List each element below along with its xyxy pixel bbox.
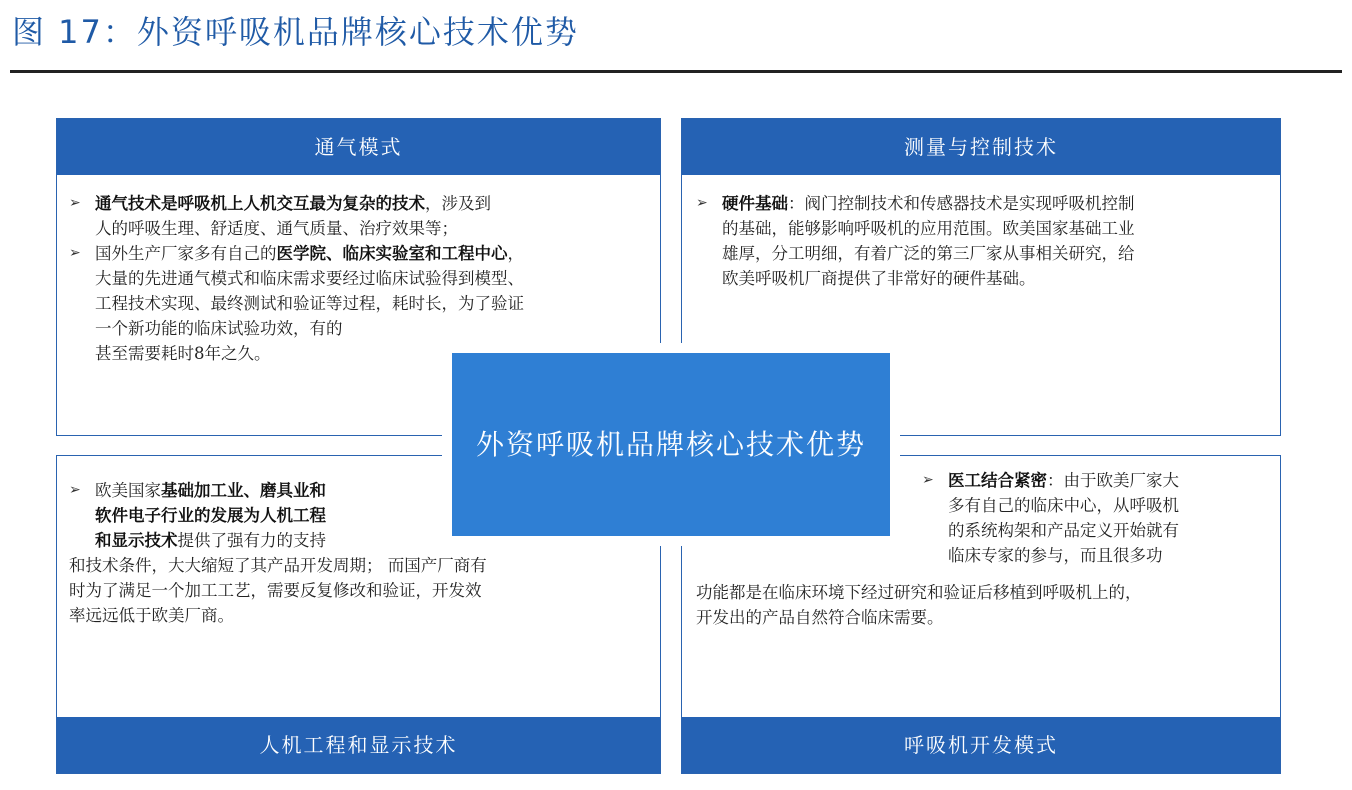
- text-line: 的系统构架和产品定义开始就有: [948, 521, 1179, 540]
- text-span: ：阀门控制技术和传感器技术是实现呼吸机控制: [788, 194, 1135, 213]
- bold-text: 基础加工业、磨具业和: [161, 481, 326, 500]
- bold-text: 和显示技术: [95, 531, 178, 550]
- text-line: 欧美呼吸机厂商提供了非常好的硬件基础。: [722, 269, 1036, 288]
- panel-body-development-mode-top: [922, 468, 1272, 568]
- panel-body-ventilation-mode: [69, 191, 654, 366]
- text-line: 功能都是在临床环境下经过研究和验证后移植到呼吸机上的，: [696, 583, 1142, 602]
- panel-body-measurement-control: [696, 191, 1276, 291]
- text-span: ：由于欧美厂家大: [1047, 471, 1179, 490]
- text-line: 的基础，能够影响呼吸机的应用范围。欧美国家基础工业: [722, 219, 1135, 238]
- bold-text: 硬件基础: [722, 194, 788, 213]
- bullet-item: [922, 468, 1272, 568]
- text-line: 一个新功能的临床试验功效，有的: [95, 319, 343, 338]
- panel-header-development-mode: 呼吸机开发模式: [682, 717, 1280, 773]
- bold-text: 通气技术是呼吸机上人机交互最为复杂的技术: [95, 194, 425, 213]
- text-line: 多有自己的临床中心，从呼吸机: [948, 496, 1179, 515]
- text-line: 雄厚，分工明细，有着广泛的第三厂家从事相关研究，给: [722, 244, 1135, 263]
- text-line: 人的呼吸生理、舒适度、通气质量、治疗效果等；: [95, 219, 458, 238]
- text-line: 开发出的产品自然符合临床需要。: [696, 608, 944, 627]
- bullet-item: [69, 241, 654, 366]
- figure-title: 图 17：外资呼吸机品牌核心技术优势: [12, 13, 579, 51]
- bullet-item: [69, 191, 654, 241]
- center-topic-box: 外资呼吸机品牌核心技术优势: [452, 353, 890, 536]
- panel-header-ventilation-mode: 通气模式: [57, 119, 660, 175]
- bold-text: 医学院、临床实验室和工程中心: [276, 244, 508, 263]
- text-line: 甚至需要耗时8年之久。: [95, 344, 271, 363]
- panel-header-measurement-control: 测量与控制技术: [682, 119, 1280, 175]
- bullet-arrow-icon: ➢: [69, 245, 81, 261]
- bullet-arrow-icon: ➢: [69, 195, 81, 211]
- text-span: 国外生产厂家多有自己的: [95, 244, 277, 263]
- text-span: ，: [507, 244, 524, 263]
- text-line: 和技术条件，大大缩短了其产品开发周期； 而国产厂商有: [69, 556, 487, 575]
- title-divider: [10, 70, 1342, 73]
- text-span: ，涉及到: [425, 194, 491, 213]
- panel-header-ergonomics-display: 人机工程和显示技术: [57, 717, 660, 773]
- text-line: 大量的先进通气模式和临床需求要经过临床试验得到模型、: [95, 269, 524, 288]
- text-line: 率远远低于欧美厂商。: [69, 606, 234, 625]
- bullet-arrow-icon: ➢: [69, 482, 81, 498]
- text-line: 临床专家的参与，而且很多功: [948, 546, 1163, 565]
- bold-text: 软件电子行业的发展为人机工程: [95, 506, 326, 525]
- panel-body-development-mode-bottom: [696, 580, 1276, 630]
- bullet-item: [696, 191, 1276, 291]
- text-line: 时为了满足一个加工工艺，需要反复修改和验证，开发效: [69, 581, 482, 600]
- text-line: 工程技术实现、最终测试和验证等过程，耗时长，为了验证: [95, 294, 524, 313]
- bold-text: 医工结合紧密: [948, 471, 1047, 490]
- bullet-arrow-icon: ➢: [696, 195, 708, 211]
- bullet-arrow-icon: ➢: [922, 472, 934, 488]
- text-span: 提供了强有力的支持: [177, 531, 326, 550]
- text-span: 欧美国家: [95, 481, 161, 500]
